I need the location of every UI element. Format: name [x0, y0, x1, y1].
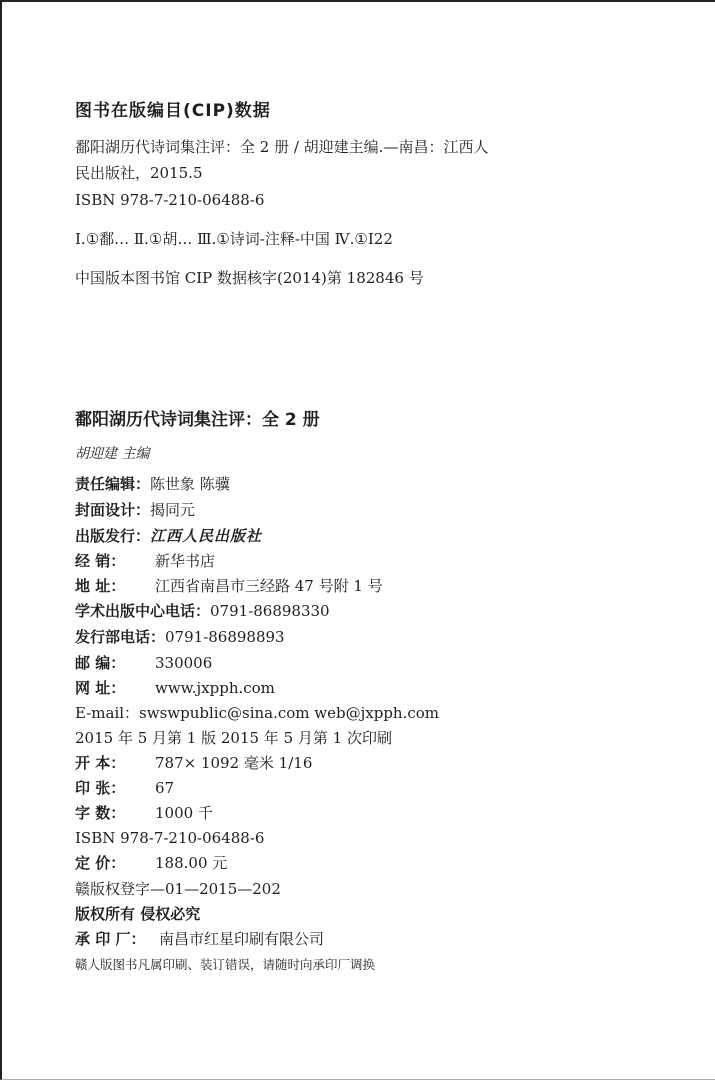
spec-row-word-count: [75, 803, 213, 823]
info-value: 陈世象 陈骥: [150, 475, 230, 493]
info-row-address: [75, 576, 383, 596]
printer-value: 南昌市红星印刷有限公司: [159, 930, 325, 948]
printer-row: [75, 929, 324, 949]
info-row-distribution-phone: [75, 627, 285, 647]
price-row: [75, 853, 227, 873]
book-title: 鄱阳湖历代诗词集注评：全 2 册: [75, 410, 320, 430]
spec-row-format: [75, 753, 312, 773]
info-row-publisher: [75, 526, 262, 546]
info-label: 封面设计：: [75, 501, 151, 519]
info-label: 学术出版中心电话：: [75, 602, 211, 620]
info-label: 地 址：: [75, 577, 126, 595]
info-value: 0791-86898893: [165, 628, 285, 646]
printer-label: 承 印 厂：: [75, 930, 146, 948]
cip-library-number: 中国版本图书馆 CIP 数据核字(2014)第 182846 号: [75, 269, 424, 287]
price-label: 定 价：: [75, 854, 126, 872]
spec-value: 1000 千: [155, 804, 213, 822]
cip-isbn: ISBN 978-7-210-06488-6: [75, 191, 265, 209]
info-value: 330006: [155, 654, 213, 672]
publisher-name: 江西人民出版社: [150, 527, 263, 545]
info-row-postcode: [75, 653, 212, 673]
info-label: 网 址：: [75, 679, 126, 697]
cip-line-2: 民出版社，2015.5: [75, 164, 203, 182]
spec-value: 67: [155, 779, 175, 797]
cip-line-1: 鄱阳湖历代诗词集注评：全 2 册 / 胡迎建主编.—南昌：江西人: [75, 138, 489, 156]
info-label: 邮 编：: [75, 654, 126, 672]
cip-classification: Ⅰ.①鄱… Ⅱ.①胡… Ⅲ.①诗词-注释-中国 Ⅳ.①I22: [75, 230, 393, 248]
info-row-website: [75, 678, 275, 698]
edition-line: 2015 年 5 月第 1 版 2015 年 5 月第 1 次印刷: [75, 729, 392, 747]
info-value: 新华书店: [155, 552, 216, 570]
info-label: 出版发行：: [75, 527, 151, 545]
email-line: E-mail：swswpublic@sina.com web@jxpph.com: [75, 704, 439, 722]
copyright-registration: 赣版权登字—01—2015—202: [75, 880, 281, 898]
info-label: 经 销：: [75, 552, 126, 570]
website-link[interactable]: www.jxpph.com: [155, 679, 275, 697]
info-row-editor: [75, 474, 230, 494]
info-label: 发行部电话：: [75, 628, 166, 646]
info-value: 江西省南昌市三经路 47 号附 1 号: [155, 577, 383, 595]
info-row-cover-design: [75, 500, 195, 520]
spec-row-sheets: [75, 778, 174, 798]
replacement-notice: 赣人版图书凡属印刷、装订错误，请随时向承印厂调换: [75, 957, 376, 972]
info-row-distributor: [75, 551, 215, 571]
price-value: 188.00 元: [155, 854, 228, 872]
info-value: 0791-86898330: [210, 602, 330, 620]
isbn-line: ISBN 978-7-210-06488-6: [75, 829, 265, 847]
book-editor: 胡迎建 主编: [75, 446, 150, 462]
spec-label: 印 张：: [75, 779, 126, 797]
spec-label: 字 数：: [75, 804, 126, 822]
spec-label: 开 本：: [75, 754, 126, 772]
spec-value: 787× 1092 毫米 1/16: [155, 754, 313, 772]
info-row-academic-phone: [75, 601, 330, 621]
rights-reserved: 版权所有 侵权必究: [75, 905, 201, 923]
cip-heading: 图书在版编目(CIP)数据: [75, 101, 271, 121]
info-label: 责任编辑：: [75, 475, 151, 493]
info-value: 揭同元: [150, 501, 196, 519]
